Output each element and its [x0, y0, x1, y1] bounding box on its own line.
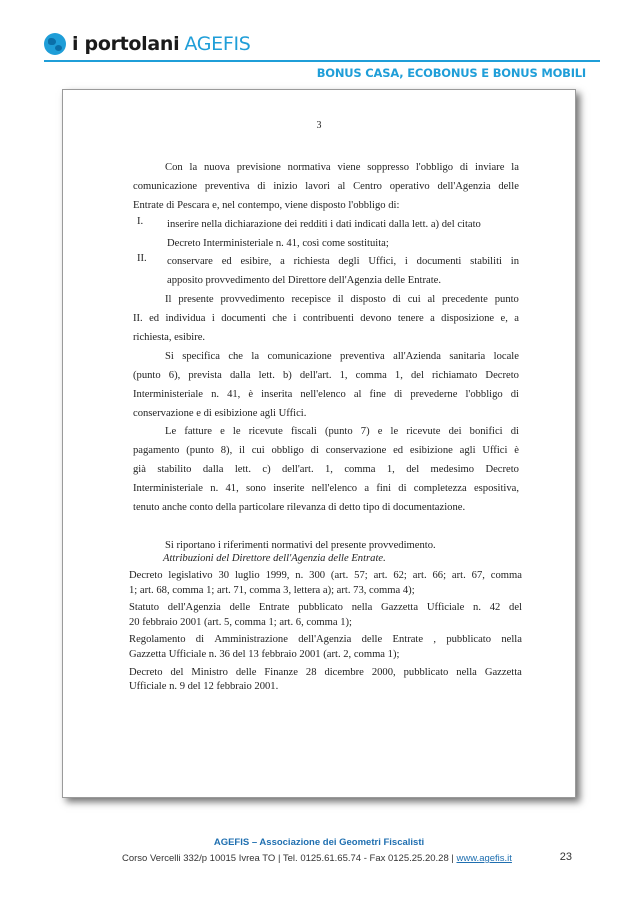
scan-page-number: 3 — [316, 120, 322, 131]
reference-line: Regolamento di Amministrazione dell'Agenzia delle Entrate , pubblicato nella — [129, 634, 522, 646]
list-line: apposito provvedimento del Direttore dell'Agenzia delle Entrate. — [167, 275, 442, 287]
logo-sub-text: AGEFIS — [184, 33, 251, 55]
references-heading: Attribuzioni del Direttore dell'Agenzia delle Entrate. — [163, 553, 386, 564]
list-item — [133, 253, 519, 291]
body-line: Interministeriale n. 41, è inserita nell'elenco al fine di prevederne l'obbligo di — [133, 388, 519, 400]
body-line: Si specifica che la comunicazione preventiva all'Azienda sanitaria locale — [165, 350, 519, 362]
body-line: II. ed individua i documenti che i contribuenti devono tenere a disposizione e, a — [133, 313, 519, 325]
reference-line: Gazzetta Ufficiale n. 36 del 13 febbraio 2001 (art. 2, comma 1); — [129, 648, 400, 660]
reference-line: 1; art. 68, comma 1; art. 71, comma 3, lettera a); art. 73, comma 4); — [129, 584, 415, 596]
body-line: già stabilito dalla lett. c) dell'art. 1, comma 1, del medesimo Decreto — [133, 464, 519, 476]
list-marker: I. — [137, 215, 144, 227]
reference-line: Ufficiale n. 9 del 12 febbraio 2001. — [129, 681, 279, 693]
globe-icon — [44, 33, 66, 55]
footer-title: AGEFIS – Associazione dei Geometri Fiscalisti — [213, 837, 425, 848]
footer-address-text: Corso Vercelli 332/p 10015 Ivrea TO | Tel. 0125.61.65.74 - Fax 0125.25.20.28 | — [122, 853, 454, 864]
logo — [44, 33, 251, 55]
list-line: conservare ed esibire, a richiesta degli Uffici, i documenti stabiliti in — [167, 256, 519, 268]
list-item — [133, 216, 519, 254]
list-line: inserire nella dichiarazione dei redditi i dati indicati dalla lett. a) del citato — [167, 218, 481, 230]
body-line: Le fatture e le ricevute fiscali (punto 7) e le ricevute dei bonifici di — [165, 426, 519, 438]
footer-page-number: 23 — [559, 851, 572, 863]
references — [129, 549, 522, 695]
website-link[interactable]: www.agefis.it — [456, 853, 512, 864]
body-line: Il presente provvedimento recepisce il disposto di cui al precedente punto — [165, 294, 519, 306]
scanned-page — [62, 89, 576, 798]
footer-address — [122, 853, 512, 864]
logo-main-text: i portolani — [72, 33, 180, 55]
list-marker: II. — [137, 253, 147, 265]
header-divider — [44, 60, 600, 62]
body-line: comunicazione preventiva di inizio lavori al Centro operativo dell'Agenzia delle — [133, 180, 519, 192]
body-line: (punto 6), prevista dalla lett. b) dell'art. 1, comma 1, del richiamato Decreto — [133, 369, 519, 381]
reference-line: Statuto dell'Agenzia delle Entrate pubblicato nella Gazzetta Ufficiale n. 42 del — [129, 602, 522, 614]
reference-line: Decreto legislativo 30 luglio 1999, n. 300 (art. 57; art. 62; art. 66; art. 67, comma — [129, 570, 522, 581]
body-line: Si riportano i riferimenti normativi del presente provvedimento. — [165, 539, 436, 551]
body-line: pagamento (punto 8), il cui obbligo di conservazione ed esibizione agli Uffici è — [133, 445, 519, 457]
body-line: Entrate di Pescara e, nel contempo, viene disposto l'obbligo di: — [133, 199, 400, 211]
body-line: conservazione e di esibizione agli Uffici. — [133, 407, 307, 419]
header-title: BONUS CASA, ECOBONUS E BONUS MOBILI — [316, 66, 586, 80]
body-line: Interministeriale n. 41, sono inserite nell'elenco a fini di completezza espositiva, — [133, 483, 519, 495]
scan-body — [133, 159, 519, 556]
reference-line: 20 febbraio 2001 (art. 5, comma 1; art. 6, comma 1); — [129, 616, 352, 628]
list-line: Decreto Interministeriale n. 41, così come sostituita; — [167, 237, 389, 249]
body-line: tenuto anche conto della particolare rilevanza di detto tipo di documentazione. — [133, 502, 466, 514]
body-line: richiesta, esibire. — [133, 332, 206, 344]
reference-line: Decreto del Ministro delle Finanze 28 dicembre 2000, pubblicato nella Gazzetta — [129, 666, 522, 678]
body-line: Con la nuova previsione normativa viene soppresso l'obbligo di inviare la — [165, 162, 519, 173]
